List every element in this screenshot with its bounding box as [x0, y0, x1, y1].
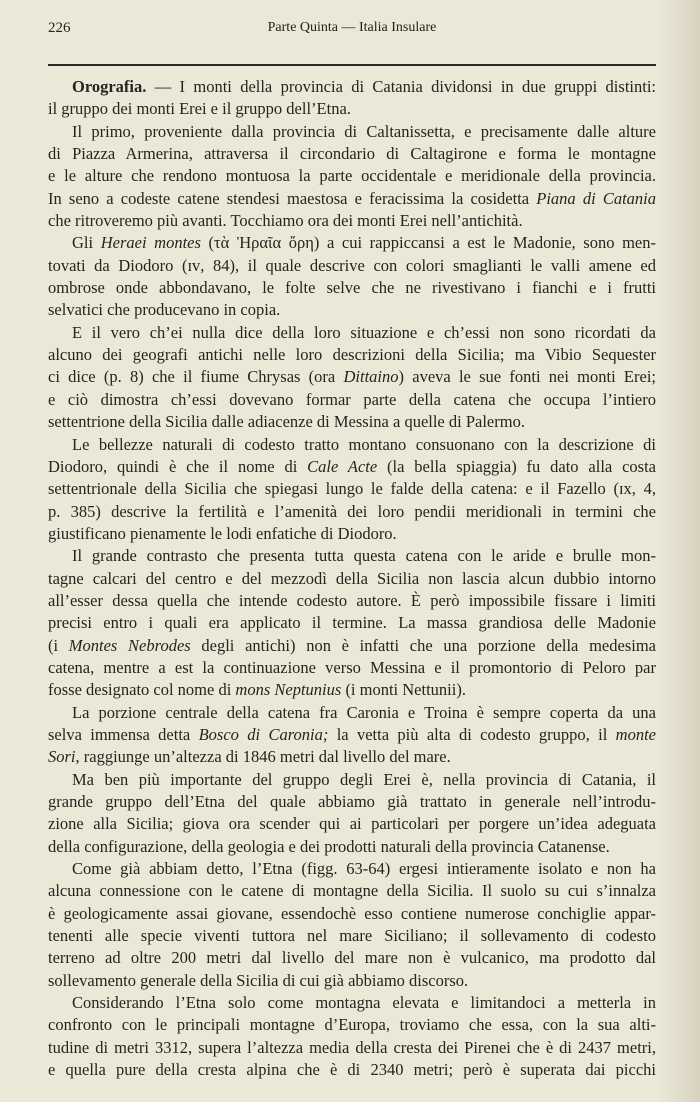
text-line: precisi entro i quali era applicato il termine. La massa grandiosa delle Madonie [48, 613, 656, 633]
italic-term: Heraei montes [100, 233, 201, 253]
text-line [48, 366, 656, 388]
header-rule [48, 64, 656, 66]
text-line [48, 746, 656, 768]
text-line: catena, mentre a est la continuazione verso Messina e il promontorio di Peloro par [48, 657, 656, 677]
italic-term: Dittaino [343, 367, 399, 387]
running-header [48, 20, 656, 40]
text-segment: degli antichi) non è infatti che una porzione della medesima [190, 635, 656, 655]
italic-term: mons Neptunius [235, 680, 342, 700]
text-line: Il primo, proveniente dalla provincia di Caltanissetta, e precisamente dalle alture [72, 121, 656, 141]
text-line: La porzione centrale della catena fra Caronia e Troina è sempre coperta da una [72, 702, 656, 722]
text-line [48, 188, 656, 210]
text-line: alcuna connessione con le catene di montagne della Sicilia. Il suolo su cui s’innalza [48, 881, 656, 901]
text-segment: In seno a codeste catene stendesi maestosa e feracissima la cosidetta [48, 188, 537, 208]
text-segment: , raggiunge un’altezza di 1846 metri dal livello del mare. [75, 747, 451, 767]
text-line: tenenti alle specie viventi tuttora nel mare Siciliano; il sollevamento di codesto [48, 926, 656, 946]
text-line: il gruppo dei monti Erei e il gruppo dell’Etna. [48, 99, 351, 119]
text-line: Come già abbiam detto, l’Etna (figg. 63-64) ergesi intieramente isolato e non ha [72, 859, 656, 879]
text-line [48, 456, 656, 478]
text-line [48, 76, 656, 98]
text-segment: ci dice (p. 8) che il fiume Chrysas (ora [48, 367, 344, 387]
paragraph [48, 702, 656, 769]
text-segment: la vetta più alta di codesto gruppo, il [328, 724, 616, 744]
text-line: tudine di metri 3312, supera l’altezza media della cresta dei Pirenei che è di 2437 metri, [48, 1037, 656, 1057]
text-line: grande gruppo dell’Etna del quale abbiamo già trattato in generale nell’introdu- [48, 792, 656, 811]
paragraph [48, 322, 656, 434]
text-line: confronto con le principali montagne d’Europa, troviamo che essa, con la sua alti- [48, 1015, 656, 1035]
text-segment: (i monti Nettunii). [341, 680, 466, 700]
text-segment: — I monti della provincia di Catania dividonsi in due gruppi distinti: [146, 77, 656, 96]
text-segment: ) aveva le sue fonti nei monti Erei; [398, 367, 656, 387]
text-line [48, 679, 656, 701]
text-segment: Gli [72, 233, 101, 253]
text-line: ombrose onde abbondavano, le folte selve che ne rivestivano i fianchi e i frutti [48, 278, 656, 298]
text-line: Le bellezze naturali di codesto tratto montano consuonano con la descrizione di [72, 434, 656, 454]
text-line: zione alla Sicilia; giova ora scender qui ai particolari per porgere un’idea adeguata [48, 814, 656, 834]
italic-term: Montes Nebrodes [68, 635, 191, 655]
italic-term: Sori [48, 747, 76, 767]
italic-term: Piana di Catania [536, 188, 656, 208]
text-line: all’esser dessa quella che intende codesto autore. È però impossibile fissare i limiti [48, 590, 656, 610]
text-segment: (la bella spiaggia) fu dato alla costa [377, 456, 656, 476]
paragraph [48, 769, 656, 858]
text-line: p. 385) descrive la fertilità e l’amenità dei loro pendii meridionali in termini che [48, 501, 656, 521]
text-line: della configurazione, della geologia e dei prodotti naturali della provincia Catanense. [48, 836, 610, 856]
text-line: è geologicamente assai giovane, essendochè esso contiene numerose conchiglie appar- [48, 903, 656, 923]
text-line: alcuno dei geografi antichi nelle loro descrizioni della Sicilia; ma Vibio Sequester [48, 345, 656, 365]
paragraph [48, 545, 656, 701]
text-line: e le alture che rendono montuosa la parte occidentale e meridionale della provincia. [48, 166, 656, 186]
text-line: giustificano pienamente le lodi enfatiche di Diodoro. [48, 523, 397, 543]
text-line: e ciò dimostra ch’essi dovevano formar parte della catena che occupa l’intiero [48, 389, 656, 409]
text-segment: fosse designato col nome di [48, 680, 236, 700]
text-line [48, 724, 656, 746]
text-segment: (τὰ Ἡραῖα ὄρη) a cui rappiccansi a est le Madonie, sono men- [200, 233, 656, 253]
paragraph [48, 121, 656, 233]
text-line: Ma ben più importante del gruppo degli Erei è, nella provincia di Catania, il [72, 769, 656, 789]
paragraph [48, 434, 656, 546]
page-number: 226 [48, 20, 71, 36]
paragraph [48, 232, 656, 321]
text-segment: selva immensa detta [48, 724, 199, 744]
text-line: selvatici che producevano in copia. [48, 300, 281, 320]
page-body [48, 76, 656, 1081]
text-line: e quella pure della cresta alpina che è di 2340 metri; però è superata dai picchi [48, 1060, 656, 1080]
text-line: tagne calcari del centro e del mezzodì della Sicilia non lascia alcun dubbio intorno [48, 568, 656, 588]
paragraph [48, 76, 656, 121]
text-line: E il vero ch’ei nulla dice della loro situazione e ch’essi non sono ricordati da [72, 322, 656, 342]
text-line: Considerando l’Etna solo come montagna elevata e limitandoci a metterla in [72, 993, 656, 1013]
text-line: terreno ad oltre 200 metri dal livello del mare non è vulcanico, ma prodotto dal [48, 948, 656, 968]
text-line: sollevamento generale della Sicilia di cui già abbiamo discorso. [48, 970, 469, 990]
text-segment: Diodoro, quindi è che il nome di [48, 456, 308, 476]
text-line: settentrionale della Sicilia che spiegasi lungo le falde della catena: e il Fazello (ɪx, 4, [48, 479, 656, 499]
text-line [48, 635, 656, 657]
text-line: settentrione della Sicilia dalle adiacenze di Messina a quelle di Palermo. [48, 412, 525, 432]
text-line: Il grande contrasto che presenta tutta questa catena con le aride e brulle mon- [72, 546, 656, 566]
paragraph [48, 992, 656, 1081]
paragraph [48, 858, 656, 992]
text-line: tovati da Diodoro (ɪᴠ, 84), il quale descrive con colori smaglianti le valli amene ed [48, 255, 656, 275]
running-title: Parte Quinta — Italia Insulare [267, 20, 437, 35]
italic-term: Cale Acte [307, 456, 378, 476]
text-segment: (i [48, 635, 69, 655]
italic-term: Bosco di Caronia; [198, 724, 329, 744]
section-heading: Orografia. [72, 77, 147, 96]
italic-term: monte [615, 724, 656, 744]
text-line [48, 232, 656, 254]
text-line: di Piazza Armerina, attraversa il circondario di Caltagirone e forma le montagne [48, 144, 656, 164]
text-line: che ritroveremo più avanti. Tocchiamo ora dei monti Erei nell’antichità. [48, 211, 523, 231]
